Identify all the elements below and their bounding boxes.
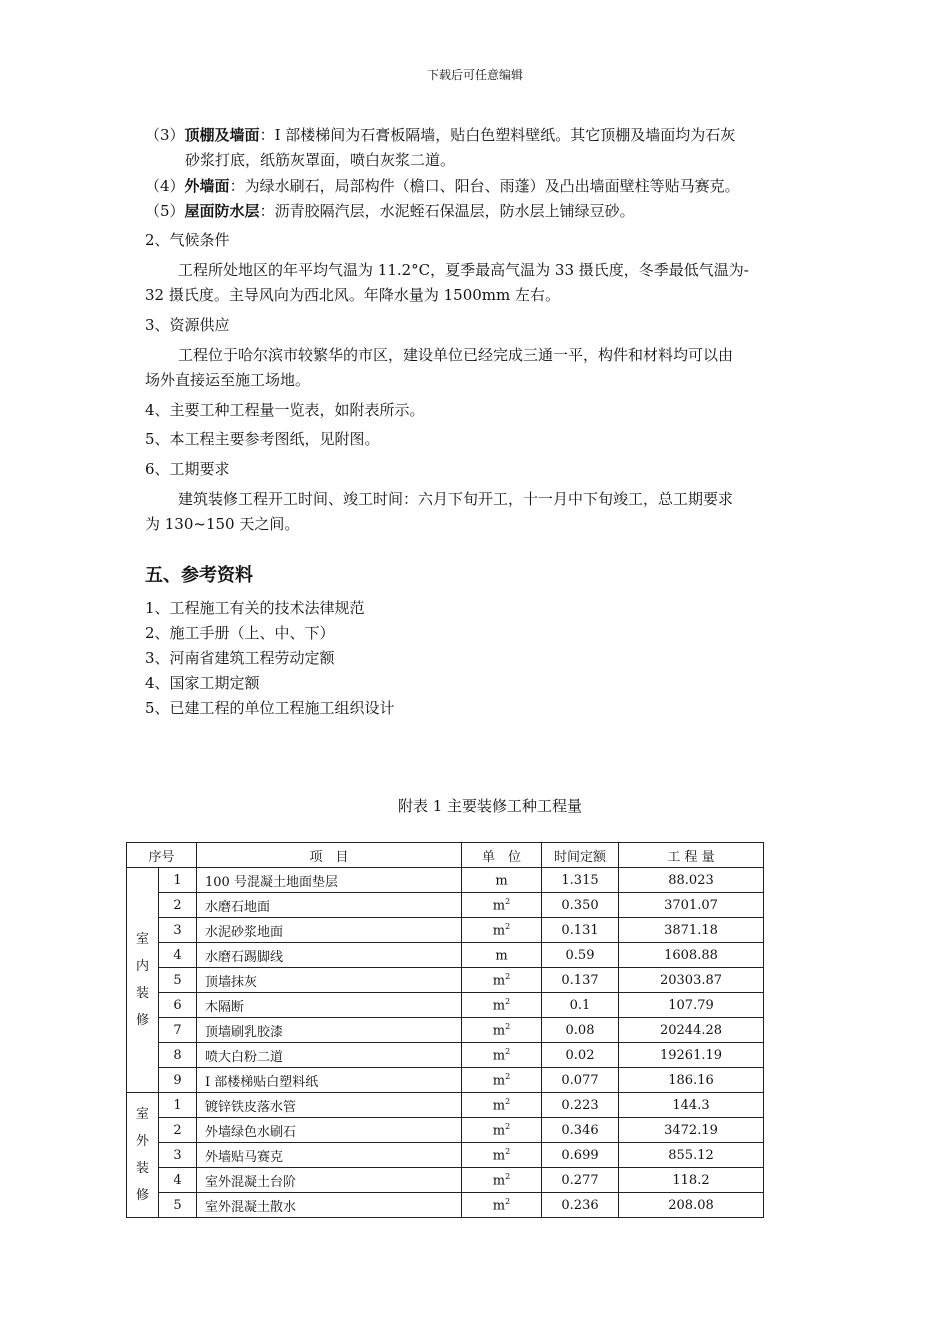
row-time-quota: 0.077 bbox=[542, 1068, 619, 1093]
row-quantity: 855.12 bbox=[619, 1143, 764, 1168]
row-time-quota: 1.315 bbox=[542, 868, 619, 893]
row-number: 1 bbox=[159, 1093, 197, 1118]
unit-exponent: 2 bbox=[505, 896, 511, 906]
row-unit bbox=[462, 1168, 542, 1193]
row-time-quota: 0.59 bbox=[542, 943, 619, 968]
unit-text: m bbox=[492, 898, 506, 914]
reference-item: 1、工程施工有关的技术法律规范 bbox=[145, 599, 365, 617]
row-item: 室外混凝土散水 bbox=[197, 1193, 462, 1218]
section-schedule-title: 6、工期要求 bbox=[145, 460, 230, 478]
row-time-quota: 0.137 bbox=[542, 968, 619, 993]
row-number: 5 bbox=[159, 1193, 197, 1218]
section-drawings: 5、本工程主要参考图纸，见附图。 bbox=[145, 430, 380, 448]
table-header-row bbox=[127, 843, 764, 868]
table-row bbox=[127, 893, 764, 918]
row-unit bbox=[462, 943, 542, 968]
row-quantity: 208.08 bbox=[619, 1193, 764, 1218]
row-number: 5 bbox=[159, 968, 197, 993]
group-label-char: 内 bbox=[135, 959, 149, 974]
section-resources-title: 3、资源供应 bbox=[145, 316, 230, 334]
unit-text: m bbox=[492, 1198, 506, 1214]
row-unit bbox=[462, 1068, 542, 1093]
row-item: 顶墙刷乳胶漆 bbox=[197, 1018, 462, 1043]
table-row bbox=[127, 1168, 764, 1193]
table-row bbox=[127, 1093, 764, 1118]
row-quantity: 3472.19 bbox=[619, 1118, 764, 1143]
row-quantity: 3871.18 bbox=[619, 918, 764, 943]
header-item: 项 目 bbox=[197, 843, 462, 868]
table-row bbox=[127, 1068, 764, 1093]
group-label-char: 装 bbox=[135, 986, 149, 1001]
schedule-paragraph-line1: 建筑装修工程开工时间、竣工时间：六月下旬开工，十一月中下旬竣工，总工期要求 bbox=[178, 490, 734, 508]
unit-text: m bbox=[492, 1048, 506, 1064]
row-unit bbox=[462, 1193, 542, 1218]
table-body bbox=[127, 868, 764, 1218]
row-unit bbox=[462, 968, 542, 993]
row-quantity: 1608.88 bbox=[619, 943, 764, 968]
item-3-continuation: 砂浆打底，纸筋灰罩面，喷白灰浆二道。 bbox=[185, 151, 456, 169]
unit-exponent: 2 bbox=[505, 1146, 511, 1156]
item-4-heading: 外墙面 bbox=[184, 177, 230, 195]
unit-text: m bbox=[495, 873, 508, 889]
unit-text: m bbox=[492, 1023, 506, 1039]
header-time-quota: 时间定额 bbox=[542, 843, 619, 868]
unit-exponent: 2 bbox=[505, 996, 511, 1006]
row-time-quota: 0.02 bbox=[542, 1043, 619, 1068]
reference-item: 5、已建工程的单位工程施工组织设计 bbox=[145, 699, 395, 717]
item-3-heading: 顶棚及墙面 bbox=[184, 126, 260, 144]
row-time-quota: 0.223 bbox=[542, 1093, 619, 1118]
row-number: 1 bbox=[159, 868, 197, 893]
reference-item: 3、河南省建筑工程劳动定额 bbox=[145, 649, 335, 667]
table-row bbox=[127, 918, 764, 943]
unit-text: m bbox=[492, 998, 506, 1014]
group-label-char: 外 bbox=[135, 1134, 149, 1149]
row-item: 水磨石踢脚线 bbox=[197, 943, 462, 968]
row-unit bbox=[462, 1043, 542, 1068]
unit-exponent: 2 bbox=[505, 971, 511, 981]
resources-paragraph-line2: 场外直接运至施工场地。 bbox=[145, 371, 311, 389]
climate-paragraph-line1: 工程所处地区的年平均气温为 11.2°C，夏季最高气温为 33 摄氏度，冬季最低气温为- bbox=[178, 261, 749, 279]
row-item: I 部楼梯贴白塑料纸 bbox=[197, 1068, 462, 1093]
reference-item: 4、国家工期定额 bbox=[145, 674, 260, 692]
item-5-heading: 屋面防水层 bbox=[184, 202, 260, 220]
row-item: 木隔断 bbox=[197, 993, 462, 1018]
unit-exponent: 2 bbox=[505, 1021, 511, 1031]
group-label bbox=[127, 868, 159, 1093]
group-label-char: 室 bbox=[135, 1107, 149, 1122]
unit-text: m bbox=[492, 1073, 506, 1089]
unit-text: m bbox=[492, 1123, 506, 1139]
resources-paragraph-line1: 工程位于哈尔滨市较繁华的市区，建设单位已经完成三通一平，构件和材料均可以由 bbox=[178, 346, 734, 364]
row-quantity: 3701.07 bbox=[619, 893, 764, 918]
row-quantity: 88.023 bbox=[619, 868, 764, 893]
table-row bbox=[127, 943, 764, 968]
group-label-char: 修 bbox=[135, 1188, 149, 1203]
row-unit bbox=[462, 868, 542, 893]
row-time-quota: 0.699 bbox=[542, 1143, 619, 1168]
unit-text: m bbox=[492, 1148, 506, 1164]
row-item: 室外混凝土台阶 bbox=[197, 1168, 462, 1193]
row-number: 4 bbox=[159, 943, 197, 968]
row-time-quota: 0.350 bbox=[542, 893, 619, 918]
group-label-char: 修 bbox=[135, 1013, 149, 1028]
table-row bbox=[127, 1018, 764, 1043]
group-label-char: 装 bbox=[135, 1161, 149, 1176]
row-item: 100 号混凝土地面垫层 bbox=[197, 868, 462, 893]
group-label-char: 室 bbox=[135, 932, 149, 947]
row-item: 镀锌铁皮落水管 bbox=[197, 1093, 462, 1118]
table-row bbox=[127, 868, 764, 893]
unit-exponent: 2 bbox=[505, 1171, 511, 1181]
row-unit bbox=[462, 1018, 542, 1043]
row-number: 3 bbox=[159, 918, 197, 943]
table-caption: 附表 1 主要装修工种工程量 bbox=[397, 797, 583, 815]
row-time-quota: 0.131 bbox=[542, 918, 619, 943]
header-unit: 单 位 bbox=[462, 843, 542, 868]
unit-exponent: 2 bbox=[505, 1046, 511, 1056]
row-quantity: 118.2 bbox=[619, 1168, 764, 1193]
row-quantity: 19261.19 bbox=[619, 1043, 764, 1068]
row-item: 喷大白粉二道 bbox=[197, 1043, 462, 1068]
item-5-line: （5）屋面防水层：沥青胶隔汽层，水泥蛭石保温层，防水层上铺绿豆砂。 bbox=[145, 202, 635, 220]
row-quantity: 107.79 bbox=[619, 993, 764, 1018]
schedule-paragraph-line2: 为 130~150 天之间。 bbox=[145, 515, 300, 533]
row-time-quota: 0.1 bbox=[542, 993, 619, 1018]
row-quantity: 20303.87 bbox=[619, 968, 764, 993]
row-unit bbox=[462, 1093, 542, 1118]
row-item: 外墙绿色水刷石 bbox=[197, 1118, 462, 1143]
row-number: 3 bbox=[159, 1143, 197, 1168]
table-row bbox=[127, 968, 764, 993]
table-row bbox=[127, 1193, 764, 1218]
row-number: 9 bbox=[159, 1068, 197, 1093]
row-number: 8 bbox=[159, 1043, 197, 1068]
reference-item: 2、施工手册（上、中、下） bbox=[145, 624, 335, 642]
section-climate-title: 2、气候条件 bbox=[145, 231, 230, 249]
header-quantity: 工 程 量 bbox=[619, 843, 764, 868]
unit-text: m bbox=[492, 923, 506, 939]
row-time-quota: 0.236 bbox=[542, 1193, 619, 1218]
unit-exponent: 2 bbox=[505, 1121, 511, 1131]
section-references-heading: 五、参考资料 bbox=[145, 565, 253, 586]
row-unit bbox=[462, 893, 542, 918]
page-header: 下载后可任意编辑 bbox=[426, 68, 523, 82]
row-item: 顶墙抹灰 bbox=[197, 968, 462, 993]
row-number: 4 bbox=[159, 1168, 197, 1193]
row-number: 2 bbox=[159, 893, 197, 918]
section-quantities: 4、主要工种工程量一览表，如附表所示。 bbox=[145, 401, 425, 419]
group-label bbox=[127, 1093, 159, 1218]
climate-paragraph-line2: 32 摄氏度。主导风向为西北风。年降水量为 1500mm 左右。 bbox=[145, 286, 561, 304]
row-quantity: 144.3 bbox=[619, 1093, 764, 1118]
row-number: 7 bbox=[159, 1018, 197, 1043]
row-time-quota: 0.346 bbox=[542, 1118, 619, 1143]
row-number: 6 bbox=[159, 993, 197, 1018]
unit-exponent: 2 bbox=[505, 921, 511, 931]
unit-text: m bbox=[495, 948, 508, 964]
row-time-quota: 0.277 bbox=[542, 1168, 619, 1193]
item-3-line: （3）顶棚及墙面：I 部楼梯间为石膏板隔墙，贴白色塑料壁纸。其它顶棚及墙面均为石灰 bbox=[145, 126, 736, 144]
unit-exponent: 2 bbox=[505, 1196, 511, 1206]
row-quantity: 186.16 bbox=[619, 1068, 764, 1093]
header-seq: 序号 bbox=[127, 843, 197, 868]
row-number: 2 bbox=[159, 1118, 197, 1143]
row-item: 外墙贴马赛克 bbox=[197, 1143, 462, 1168]
row-item: 水泥砂浆地面 bbox=[197, 918, 462, 943]
unit-exponent: 2 bbox=[505, 1096, 511, 1106]
table-row bbox=[127, 1143, 764, 1168]
row-unit bbox=[462, 918, 542, 943]
unit-text: m bbox=[492, 973, 506, 989]
row-unit bbox=[462, 1143, 542, 1168]
unit-exponent: 2 bbox=[505, 1071, 511, 1081]
table-row bbox=[127, 1043, 764, 1068]
quantities-table bbox=[126, 842, 764, 1218]
unit-text: m bbox=[492, 1098, 506, 1114]
unit-text: m bbox=[492, 1173, 506, 1189]
table-row bbox=[127, 1118, 764, 1143]
row-quantity: 20244.28 bbox=[619, 1018, 764, 1043]
row-item: 水磨石地面 bbox=[197, 893, 462, 918]
item-4-line: （4）外墙面：为绿水刷石，局部构件（檐口、阳台、雨蓬）及凸出墙面壁柱等贴马赛克。 bbox=[145, 177, 740, 195]
row-time-quota: 0.08 bbox=[542, 1018, 619, 1043]
table-row bbox=[127, 993, 764, 1018]
row-unit bbox=[462, 1118, 542, 1143]
row-unit bbox=[462, 993, 542, 1018]
